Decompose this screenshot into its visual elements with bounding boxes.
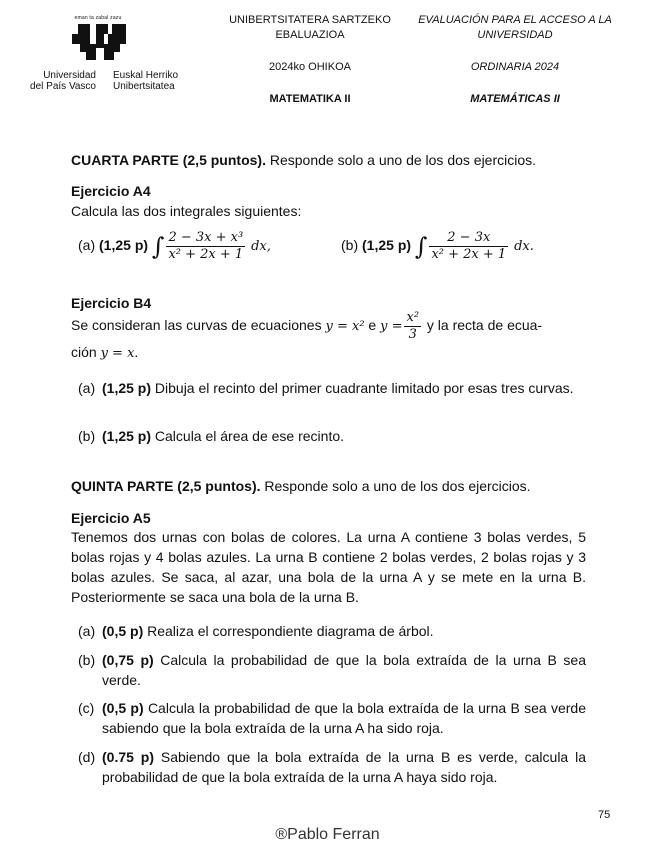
integral-a-points: (1,25 p): [99, 237, 149, 254]
integral-a-denominator: x² + 2x + 1: [168, 247, 244, 262]
header-spanish-column: [405, 13, 625, 107]
university-logo: [18, 12, 193, 94]
a5-item-c-text: Calcula la probabilidad de que la bola extraída de la urna B sea verde sabiendo que la bola extraída de la urna A ha sido roja.: [102, 700, 586, 736]
header-basque-line1: UNIBERTSITATERA SARTZEKO: [229, 14, 391, 26]
b4-text-3: y la recta de ecua-: [423, 317, 543, 334]
b4-item-b-points: (1,25 p): [102, 428, 152, 444]
logo-motto: eman ta zabal zazu: [74, 15, 122, 21]
uni-name-eu-2: Unibertsitatea: [113, 81, 175, 92]
a5-item-b-label: (b): [78, 652, 96, 668]
b4-text-2: e: [364, 317, 381, 334]
integral-sign-icon: ∫: [414, 232, 428, 261]
exercise-b4-text-line1: [71, 310, 591, 343]
header-basque-line2: EBALUAZIOA: [275, 29, 345, 41]
header-basque-column: [220, 13, 400, 107]
a5-item-c: [78, 698, 586, 738]
exercise-a4-text: Calcula las dos integrales siguientes:: [71, 203, 302, 219]
uni-name-es-2: del País Vasco: [30, 81, 96, 92]
exercise-a5-title: Ejercicio A5: [71, 510, 151, 526]
b4-text-1: Se consideran las curvas de ecuaciones: [71, 317, 326, 334]
a5-item-d-points: (0.75 p): [102, 749, 155, 765]
b4-item-b: [78, 426, 586, 446]
header-basque-subject: MATEMATIKA II: [269, 93, 351, 105]
part5-instruction: Responde solo a uno de los dos ejercicios.: [260, 478, 531, 494]
b4-eq2-denominator: 3: [408, 327, 417, 342]
a5-item-a: [78, 621, 586, 641]
integral-sign-icon: ∫: [151, 232, 165, 261]
header-basque-line3: 2024ko OHIKOA: [269, 61, 351, 73]
integral-a-numerator: 2 − 3x + x³: [168, 230, 244, 245]
b4-text-4: ción: [71, 344, 101, 360]
b4-equation-1: y = x²: [325, 319, 365, 335]
integral-b-numerator: 2 − 3x: [429, 230, 508, 247]
integral-b-denominator: x² + 2x + 1: [431, 247, 507, 262]
a5-item-a-label: (a): [78, 623, 96, 639]
b4-item-b-text: Calcula el área de ese recinto.: [151, 428, 345, 444]
header-spanish-subject: MATEMÁTICAS II: [470, 93, 560, 105]
b4-text-5: .: [134, 344, 139, 360]
b4-item-a-text: Dibuja el recinto del primer cuadrante limitado por esas tres curvas.: [151, 380, 574, 396]
b4-item-a-points: (1,25 p): [102, 380, 152, 396]
integral-b-fraction: [429, 230, 508, 263]
part4-instruction: Responde solo a uno de los dos ejercicios.: [265, 152, 537, 168]
header-spanish-line1: EVALUACIÓN PARA EL ACCESO A LA: [418, 14, 612, 26]
integral-b-label: (b): [341, 237, 359, 254]
exercise-a4-title: Ejercicio A4: [71, 183, 151, 199]
part5-title: QUINTA PARTE (2,5 puntos).: [71, 478, 261, 494]
exercise-a5-text: Tenemos dos urnas con bolas de colores. La urna A contiene 3 bolas verdes, 5 bolas rojas y 4 bolas azules. La urna B contiene 2 bolas verdes, 2 bolas rojas y 3 bolas azules. Se saca, al azar, una bola de la urna A y se mete en la urna B. Posteriormente se saca una bola de la urna B.: [71, 529, 586, 605]
part5-heading: [71, 476, 591, 496]
integral-a-dx: dx,: [251, 239, 271, 255]
b4-equation-2-fraction: [404, 310, 421, 343]
author-credit: ®Pablo Ferran: [275, 826, 380, 843]
integral-a-fraction: [166, 230, 245, 263]
a5-item-b-text: Calcula la probabilidad de que la bola extraída de la urna B sea verde.: [102, 652, 587, 688]
integral-b-points: (1,25 p): [362, 237, 412, 254]
a5-item-b: [78, 650, 586, 690]
b4-item-b-label: (b): [78, 428, 96, 444]
page-number: 75: [598, 809, 611, 821]
a5-item-c-label: (c): [78, 700, 95, 716]
a5-item-c-points: (0,5 p): [102, 700, 144, 716]
integral-b: [341, 230, 534, 263]
a5-item-d: [78, 747, 586, 787]
a5-item-a-text: Realiza el correspondiente diagrama de árbol.: [143, 623, 434, 639]
a5-item-b-points: (0,75 p): [102, 652, 154, 668]
part4-heading: [71, 150, 591, 170]
a5-item-d-label: (d): [78, 749, 96, 765]
b4-eq2-numerator: x²: [406, 310, 420, 325]
b4-item-a: [78, 378, 586, 398]
uni-name-es-1: Universidad: [43, 70, 96, 81]
exercise-b4-title: Ejercicio B4: [71, 295, 152, 311]
header-spanish-line2: UNIVERSIDAD: [477, 29, 553, 41]
part4-title: CUARTA PARTE (2,5 puntos).: [71, 152, 266, 168]
integral-a-label: (a): [78, 237, 96, 254]
uni-name-eu-1: Euskal Herriko: [113, 70, 179, 81]
integral-a: [78, 230, 271, 263]
integral-b-dx: dx.: [514, 239, 534, 255]
b4-item-a-label: (a): [78, 380, 96, 396]
header-spanish-line3: ORDINARIA 2024: [470, 61, 560, 73]
b4-equation-3: y = x: [100, 346, 135, 361]
b4-equation-2-lhs: y =: [380, 319, 403, 335]
logo-tree-icon: [70, 22, 130, 62]
a5-item-a-points: (0,5 p): [102, 623, 144, 639]
a5-item-d-text: Sabiendo que la bola extraída de la urna B es verde, calcula la probabilidad de que la bola extraída de la urna A haya sido roja.: [102, 749, 586, 785]
exercise-b4-text-line2: [71, 342, 138, 364]
